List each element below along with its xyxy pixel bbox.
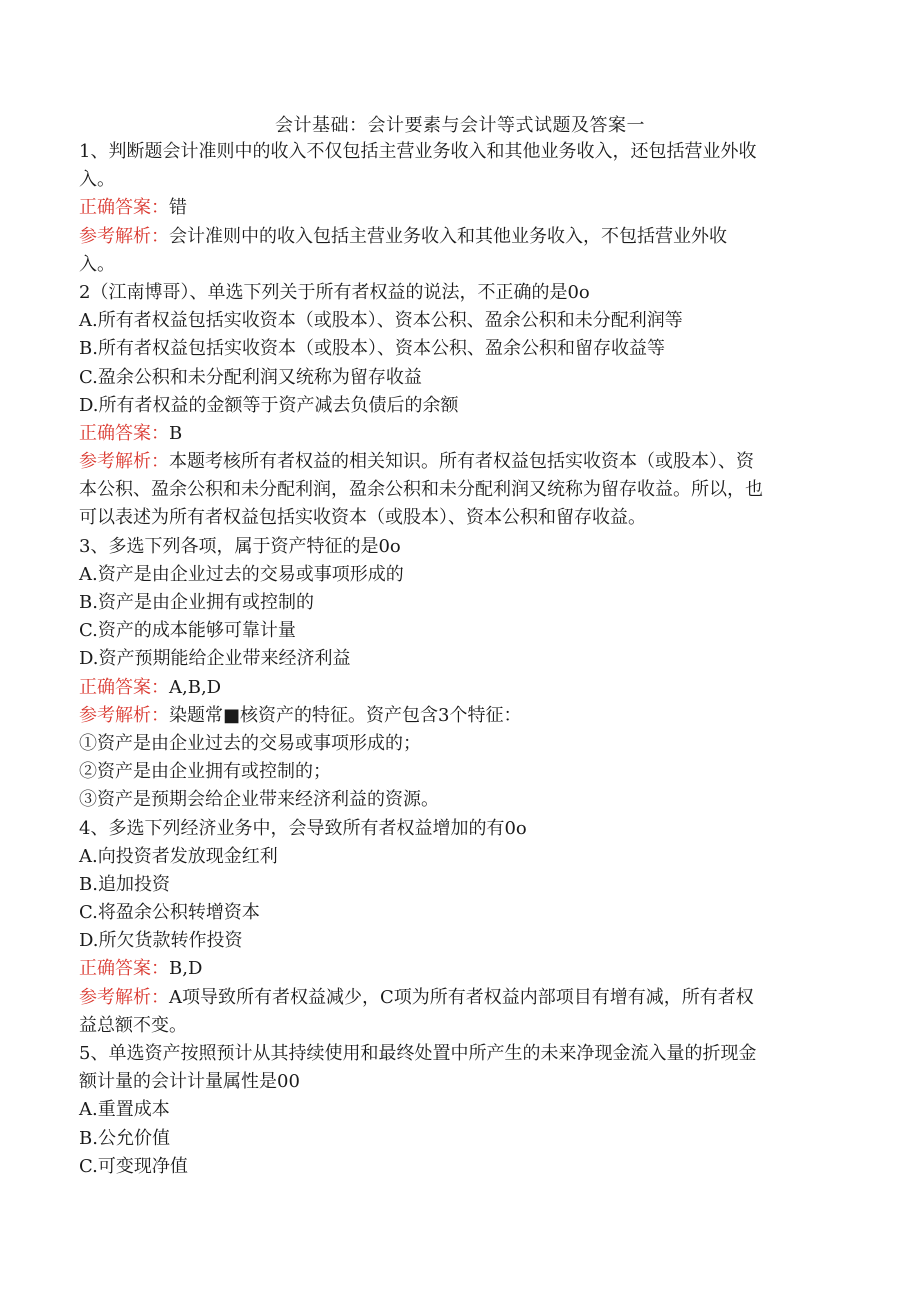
analysis-line (79, 251, 841, 279)
option-text: C.将盈余公积转增资本 (79, 902, 260, 924)
analysis-text: ③资产是预期会给企业带来经济利益的资源。 (79, 789, 439, 811)
option-text: D.所有者权益的金额等于资产减去负债后的余额 (79, 394, 459, 416)
answer-value: 错 (169, 197, 187, 219)
option-text: C.盈余公积和未分配利润又统称为留存收益 (79, 366, 422, 388)
analysis-label: 参考解析： (79, 225, 169, 247)
document-title: 会计基础：会计要素与会计等式试题及答案一 (275, 115, 645, 136)
option-item (79, 392, 841, 420)
option-text: C.可变现净值 (79, 1155, 188, 1177)
option-item (79, 1153, 841, 1181)
question-stem (79, 166, 841, 194)
correct-answer (79, 955, 841, 983)
question-stem-text: 5、单选资产按照预计从其持续使用和最终处置中所产生的未来净现金流入量的折现金 (79, 1043, 757, 1064)
analysis-text: 染题常■核资产的特征。资产包含3个特征： (169, 704, 522, 726)
analysis-label: 参考解析： (79, 704, 169, 726)
answer-label: 正确答案： (79, 197, 169, 219)
question-block (79, 279, 841, 533)
option-item (79, 617, 841, 645)
option-item (79, 843, 841, 871)
option-text: B.追加投资 (79, 873, 170, 895)
option-item (79, 1125, 841, 1153)
answer-label: 正确答案： (79, 422, 169, 444)
analysis-text: 本公积、盈余公积和未分配利润，盈余公积和未分配利润又统称为留存收益。所以，也 (79, 479, 763, 501)
analysis-text: 会计准则中的收入包括主营业务收入和其他业务收入，不包括营业外收 (169, 225, 727, 247)
document-body (79, 138, 841, 1181)
question-stem (79, 815, 841, 843)
analysis-text: 益总额不变。 (79, 1014, 187, 1036)
analysis-line (79, 448, 841, 476)
analysis-line (79, 476, 841, 504)
answer-value: B (169, 422, 183, 444)
analysis-line (79, 758, 841, 786)
question-stem-text: 入。 (79, 169, 115, 191)
correct-answer (79, 194, 841, 222)
question-block (79, 138, 841, 279)
option-item (79, 335, 841, 363)
analysis-line (79, 223, 841, 251)
option-text: D.资产预期能给企业带来经济利益 (79, 648, 351, 670)
question-stem (79, 138, 841, 166)
option-item (79, 645, 841, 673)
question-block (79, 1040, 841, 1181)
analysis-line (79, 786, 841, 814)
question-stem-text: 4、多选下列经济业务中，会导致所有者权益增加的有0o (79, 817, 527, 839)
option-text: D.所欠货款转作投资 (79, 930, 243, 952)
analysis-text: ①资产是由企业过去的交易或事项形成的； (79, 732, 421, 754)
analysis-text: 可以表述为所有者权益包括实收资本（或股本）、资本公积和留存收益。 (79, 507, 646, 529)
question-stem-text: 3、多选下列各项，属于资产特征的是0o (79, 535, 401, 557)
option-item (79, 1096, 841, 1124)
question-block (79, 815, 841, 1041)
analysis-text: A项导致所有者权益减少，C项为所有者权益内部项目有增有减，所有者权 (169, 986, 754, 1008)
question-stem-text: 额计量的会计计量属性是00 (79, 1071, 300, 1093)
analysis-text: 本题考核所有者权益的相关知识。所有者权益包括实收资本（或股本）、资 (169, 451, 754, 473)
analysis-line (79, 504, 841, 532)
option-text: B.所有者权益包括实收资本（或股本）、资本公积、盈余公积和留存收益等 (79, 338, 665, 360)
option-text: A.所有者权益包括实收资本（或股本）、资本公积、盈余公积和未分配利润等 (79, 310, 683, 332)
question-block (79, 533, 841, 815)
option-item (79, 561, 841, 589)
answer-label: 正确答案： (79, 958, 169, 980)
option-item (79, 364, 841, 392)
analysis-label: 参考解析： (79, 986, 169, 1008)
question-stem-text: 1、判断题会计准则中的收入不仅包括主营业务收入和其他业务收入，还包括营业外收 (79, 141, 757, 162)
question-stem (79, 279, 841, 307)
answer-value: B,D (169, 958, 203, 980)
analysis-line (79, 1012, 841, 1040)
option-text: A.向投资者发放现金红利 (79, 845, 278, 867)
analysis-label: 参考解析： (79, 451, 169, 473)
option-text: A.重置成本 (79, 1099, 170, 1121)
option-item (79, 927, 841, 955)
option-text: B.资产是由企业拥有或控制的 (79, 592, 314, 613)
option-item (79, 307, 841, 335)
correct-answer (79, 674, 841, 702)
analysis-text: 入。 (79, 253, 115, 275)
option-text: B.公允价值 (79, 1127, 170, 1149)
analysis-line (79, 984, 841, 1012)
question-stem-text: 2（江南博哥）、单选下列关于所有者权益的说法，不正确的是0o (79, 281, 590, 303)
question-stem (79, 533, 841, 561)
option-text: C.资产的成本能够可靠计量 (79, 620, 296, 642)
question-stem (79, 1040, 841, 1068)
analysis-line (79, 730, 841, 758)
option-item (79, 899, 841, 927)
option-item (79, 589, 841, 617)
analysis-text: ②资产是由企业拥有或控制的； (79, 761, 331, 783)
analysis-line (79, 702, 841, 730)
correct-answer (79, 420, 841, 448)
option-text: A.资产是由企业过去的交易或事项形成的 (79, 563, 404, 585)
answer-label: 正确答案： (79, 676, 169, 698)
question-stem (79, 1068, 841, 1096)
answer-value: A,B,D (169, 676, 222, 698)
option-item (79, 871, 841, 899)
